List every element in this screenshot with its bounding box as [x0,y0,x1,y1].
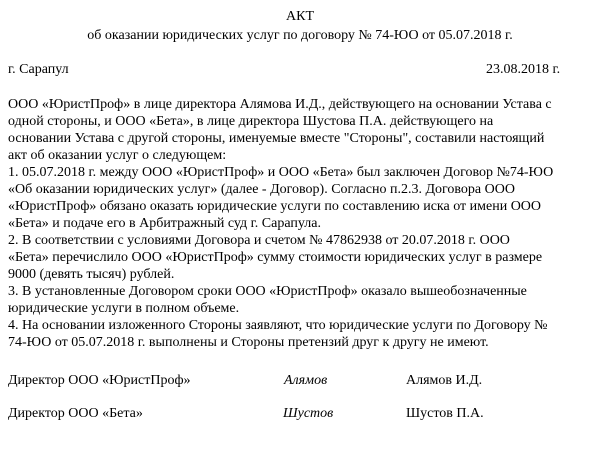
body-line: «Об оказании юридических услуг» (далее - Договор). Согласно п.2.3. Договора ООО [8,182,515,197]
body-line: ООО «ЮристПроф» в лице директора Алямова И.Д., действующего на основании Устава с [8,97,552,112]
document-city: г. Сарапул [8,62,69,77]
body-line: 74-ЮО от 05.07.2018 г. выполнены и Стороны претензий друг к другу не имеют. [8,335,489,350]
signer-signature: Алямов [284,373,328,388]
body-line: основании Устава с другой стороны, именуемые вместе "Стороны", составили настоящий [8,131,545,146]
body-line: «Бета» и подаче его в Арбитражный суд г. Сарапула. [8,216,321,231]
body-line: 3. В установленные Договором сроки ООО «ЮристПроф» оказало вышеобозначенные [8,284,527,299]
signer-signature: Шустов [283,406,334,421]
document-title: АКТ [286,9,314,24]
body-line: юридические услуги в полном объеме. [8,301,240,316]
body-line: 2. В соответствии с условиями Договора и счетом № 47862938 от 20.07.2018 г. ООО [8,233,510,248]
document-date: 23.08.2018 г. [486,62,561,77]
signer-role: Директор ООО «ЮристПроф» [8,373,191,388]
signer-name: Шустов П.А. [406,406,484,421]
body-line: 4. На основании изложенного Стороны заявляют, что юридические услуги по Договору № [8,318,548,333]
body-line: 1. 05.07.2018 г. между ООО «ЮристПроф» и ООО «Бета» был заключен Договор №74-ЮО [8,165,554,180]
body-line: «ЮристПроф» обязано оказать юридические услуги по составлению иска от имени ООО [8,199,542,214]
signer-role: Директор ООО «Бета» [8,406,143,421]
body-line: акт об оказании услуг о следующем: [8,148,227,163]
body-line: 9000 (девять тысяч) рублей. [8,267,175,282]
document-subtitle: об оказании юридических услуг по договору № 74-ЮО от 05.07.2018 г. [87,28,513,43]
body-line: одной стороны, и ООО «Бета», в лице директора Шустова П.А. действующего на [8,114,494,129]
body-line: «Бета» перечислило ООО «ЮристПроф» сумму стоимости юридических услуг в размере [8,250,543,265]
signer-name: Алямов И.Д. [406,373,483,388]
